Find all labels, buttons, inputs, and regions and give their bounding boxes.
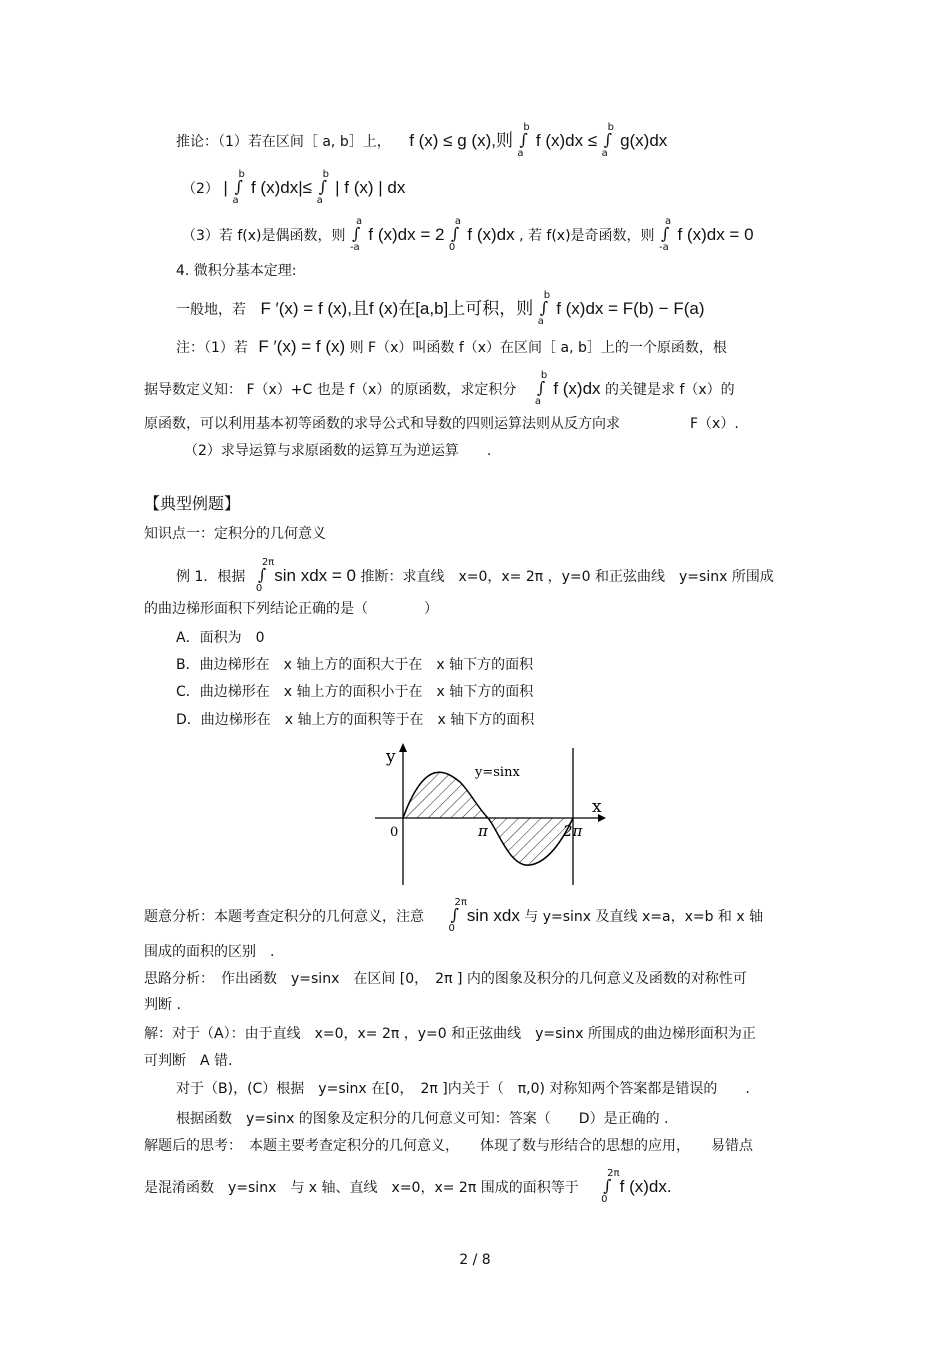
integral-sign: ∫ b a [537, 290, 551, 327]
integral-sign: ∫ a -a [349, 216, 363, 253]
example-line-2: 的曲边梯形面积下列结论正确的是（ ） [144, 601, 438, 617]
x-label: x [592, 797, 602, 817]
y-arrow [399, 743, 407, 752]
corollary-line-3: （3）若 f(x)是偶函数，则 ∫ a -a f (x)dx = 2 ∫ a 0 f (x)dx , 若 f(x)是奇函数，则 ∫ a -a f (x)dx = 0 [182, 216, 754, 253]
origin-label: 0 [390, 825, 399, 840]
integral-sign: ∫ b a [517, 122, 530, 159]
pi-label: π [478, 822, 488, 840]
option-c: C．曲边梯形在 x 轴上方的面积小于在 x 轴下方的面积 [176, 684, 534, 700]
analysis-line-2: 围成的面积的区别 . [144, 944, 275, 960]
note-line-2: 据导数定义知： F（x）+C 也是 f（x）的原函数，求定积分 ∫ b a f (x)dx 的关键是求 f（x）的 [144, 370, 735, 407]
approach-line-2: 判断 . [144, 997, 181, 1013]
integral-sign: ∫ a 0 [448, 216, 462, 253]
note-line-1: 注：（1）若 F ′(x) = f (x) 则 F（x）叫函数 f（x）在区间［ a, b］上的一个原函数，根 [176, 337, 727, 356]
corollary-line-1: 推论：（1）若在区间［ a, b］上， f (x) ≤ g (x),则 ∫ b a f (x)dx ≤ ∫ b a g(x)dx [176, 122, 668, 159]
note-line-4: （2）求导运算与求原函数的运算互为逆运算 . [184, 443, 492, 459]
theorem-heading: 4. 微积分基本定理: [176, 263, 297, 279]
analysis-line-1: 题意分析：本题考查定积分的几何意义，注意 ∫ 2π 0 sin xdx 与 y=sinx 及直线 x=a，x=b 和 x 轴 [144, 897, 764, 934]
integral-sign: ∫ b a [316, 169, 330, 206]
corollary-line-2: （2） | ∫ b a f (x)dx|≤ ∫ b a | f (x) | dx [182, 169, 406, 206]
solution-line-2: 可判断 A 错. [144, 1053, 233, 1069]
integral-sign: ∫ b a [534, 370, 548, 407]
theorem-statement: 一般地，若 F ′(x) = f (x),且f (x)在[a,b]上可积，则 ∫ b a f (x)dx = F(b) − F(a) [176, 290, 705, 327]
integral-sign: ∫ 2π 0 [601, 1168, 620, 1205]
option-d: D．曲边梯形在 x 轴上方的面积等于在 x 轴下方的面积 [176, 712, 535, 728]
solution-line-4: 根据函数 y=sinx 的图象及定积分的几何意义可知：答案（ D）是正确的 . [176, 1111, 669, 1127]
integral-sign: ∫ 2π 0 [448, 897, 467, 934]
option-a: A．面积为 0 [176, 630, 265, 646]
option-b: B．曲边梯形在 x 轴上方的面积大于在 x 轴下方的面积 [176, 657, 534, 673]
example-line-1: 例 1．根据 ∫ 2π 0 sin xdx = 0 推断：求直线 x=0，x= 2π ，y=0 和正弦曲线 y=sinx 所围成 [176, 557, 774, 594]
integral-sign: ∫ b a [232, 169, 245, 206]
reflection-line-1: 解题后的思考： 本题主要考查定积分的几何意义， 体现了数与形结合的思想的应用， 易错点 [144, 1138, 753, 1154]
approach-line-1: 思路分析： 作出函数 y=sinx 在区间 [0， 2π ] 内的图象及积分的几何意义及函数的对称性可 [144, 971, 747, 987]
two-pi-label: 2π [563, 822, 583, 840]
solution-line-3: 对于（B)，(C）根据 y=sinx 在[0， 2π ]内关于（ π,0) 对称知两个答案都是错误的 . [176, 1081, 750, 1097]
integral-sign: ∫ 2π 0 [255, 557, 275, 594]
section-heading: 【典型例题】 [144, 494, 241, 513]
reflection-line-2: 是混淆函数 y=sinx 与 x 轴、直线 x=0，x= 2π 围成的面积等于 ∫ 2π 0 f (x)dx. [144, 1168, 672, 1205]
sine-graph [370, 740, 620, 890]
integral-sign: ∫ a -a [659, 216, 672, 253]
integral-sign: ∫ b a [601, 122, 614, 159]
solution-line-1: 解：对于（A）：由于直线 x=0，x= 2π ，y=0 和正弦曲线 y=sinx 所围成的曲边梯形面积为正 [144, 1026, 756, 1042]
note-line-3: 原函数，可以利用基本初等函数的求导公式和导数的四则运算法则从反方向求 F（x）. [144, 416, 739, 432]
curve-label: y=sinx [475, 765, 520, 780]
y-label: y [386, 747, 396, 767]
page-number: 2 / 8 [459, 1252, 491, 1268]
knowledge-point: 知识点一：定积分的几何意义 [144, 526, 326, 542]
